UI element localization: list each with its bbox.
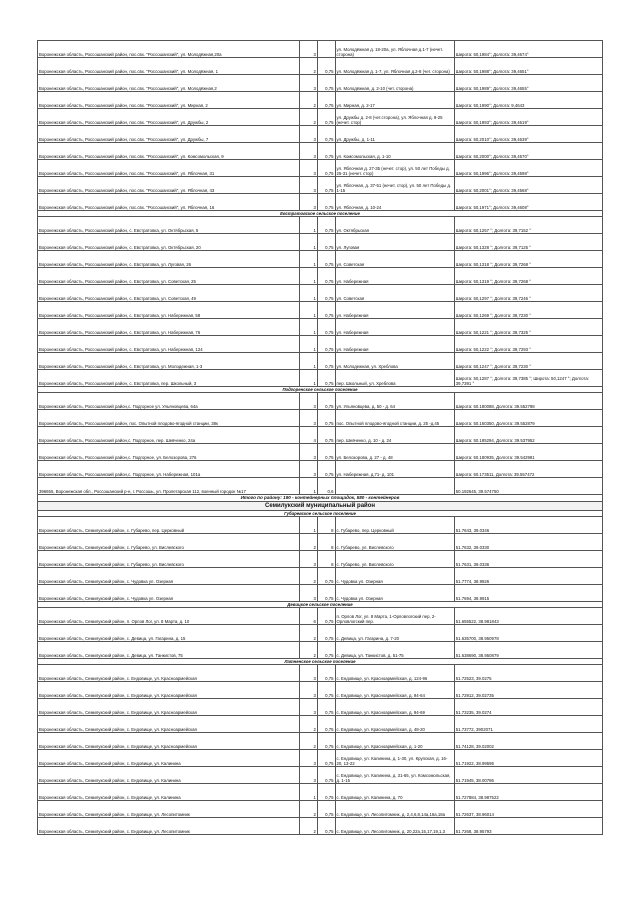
coordinates-cell: 51.7632, 39.0330 [454, 533, 602, 550]
table-row [38, 58, 603, 75]
service-area-cell: с. Ендовище, ул. Калинина, д. 31-65, ул. Комсомольская, д. 1-15 [335, 767, 454, 784]
address-cell: Воронежская область, Семилукский район, с. Губарево, пер. Церковный [38, 516, 300, 533]
coordinates-cell: Широта: 50,1297 °; Долгота: 39,7246 ° [454, 285, 602, 302]
address-cell: Воронежская область, Россошанский район, с. Евстратовка, ул. Советская, 25 [38, 268, 300, 285]
service-area-cell: с. Ендовище, ул. Лесопитомник, д. 2,4,6,8,14а,16а,18а [335, 801, 454, 818]
service-area-cell: с. Ендовище, ул. Лесопитомник, д. 20,22а,15,17,19,1,3 [335, 818, 454, 835]
container-count-cell: 3 [300, 41, 318, 58]
volume-cell: 0,75 [317, 784, 335, 801]
table-row [38, 665, 603, 682]
service-area-cell: с. Ендовище, ул. Красноармейская, д. 48-20 [335, 716, 454, 733]
address-cell: Воронежская область, Россошанский район, с. Евстратовка, ул. Октябрьская, 5 [38, 217, 300, 234]
service-area-cell: ул. Дружбы, д. 1-11 [335, 126, 454, 143]
table-row [38, 336, 603, 353]
address-cell: Воронежская область, Семилукский район, с. Ендовище, ул. Лесопитомник [38, 801, 300, 818]
table-row [38, 160, 603, 177]
container-count-cell: 1 [300, 319, 318, 336]
container-count-cell: 4 [300, 427, 318, 444]
address-cell: Воронежская область, Семилукский район, с. Губарево, ул. Вислевского [38, 550, 300, 567]
volume-cell: 0,75 [317, 75, 335, 92]
coordinates-cell: Широта: 50,1269 °; Долгота: 39,7230 ° [454, 302, 602, 319]
address-cell: Воронежская область, Семилукский район, с. Ендовище, ул. Калинина [38, 784, 300, 801]
service-area-cell: с. Ендовище, ул. Красноармейская, д. 1-20 [335, 733, 454, 750]
service-area-cell: с. Ендовище, ул. Красноармейская, д. 124-96 [335, 665, 454, 682]
service-area-cell: с. Чудовка ул. Озерная [335, 584, 454, 601]
container-count-cell: 3 [300, 767, 318, 784]
address-cell: Воронежская область, Россошанский район, с. Евстратовка, ул. Набережная, 124 [38, 336, 300, 353]
coordinates-cell: 51.72912, 39.02735 [454, 682, 602, 699]
district-total-row-text: Итого по району: 190 - контейнерных площадок, 580 - контейнеров [38, 495, 603, 501]
coordinates-cell: Широта: 50.173511, Долгота: 39.557472 [454, 461, 602, 478]
service-area-cell: ул. Молодежная, ул. Хреблова [335, 353, 454, 370]
coordinates-cell: 51.7774, 38.9926 [454, 567, 602, 584]
volume-cell: 0,75 [317, 143, 335, 160]
container-count-cell: 2 [300, 733, 318, 750]
container-count-cell: 2 [300, 818, 318, 835]
coordinates-cell: Широта: 50.180935, Долгота: 39.542981 [454, 444, 602, 461]
coordinates-cell: 51.7268, 38.95793 [454, 818, 602, 835]
address-cell: Воронежская область, Семилукский район, с. Ендовище, ул. Калинина [38, 750, 300, 767]
table-row [38, 784, 603, 801]
coordinates-cell: Широта: 50,1222 °; Долгота: 39,7293 ° [454, 336, 602, 353]
address-cell: Воронежская область, Россошанский район, пос.свх. "Россошанский", ул. Молодёжная,2 [38, 75, 300, 92]
table-row [38, 461, 603, 478]
volume-cell [317, 41, 335, 58]
volume-cell: 0,75 [317, 801, 335, 818]
volume-cell: 0,75 [317, 642, 335, 659]
coordinates-cell: Широта: 50,1287 °; Долгота: 39,7385 °; Широта: 50,1247 °; Долгота: 39,7391 ° [454, 370, 602, 387]
service-area-cell: с. Губарево, ул. Вислевского [335, 533, 454, 550]
coordinates-cell: Широта: 50.180088, Долгота: 39.552798 [454, 393, 602, 410]
container-count-cell: 2 [300, 625, 318, 642]
table-row [38, 478, 603, 495]
coordinates-cell: 51.74128, 39.02002 [454, 733, 602, 750]
service-area-cell: с. Ендовище, ул. Калинина, д. 70 [335, 784, 454, 801]
volume-cell: 0,75 [317, 177, 335, 194]
address-cell: Воронежская область, Россошанский район, пос.свх. "Россошанский", ул. Молодёжная, 1 [38, 58, 300, 75]
container-count-cell: 3 [300, 393, 318, 410]
table-row [38, 801, 603, 818]
address-cell: Воронежская область, Россошанский район, пос.свх. "Россошанский", ул. Комсомольская, 9 [38, 143, 300, 160]
table-row [38, 608, 603, 625]
service-area-cell: ул. Мирная, д. 2-17 [335, 92, 454, 109]
coordinates-cell: 51.655522, 38.981843 [454, 608, 602, 625]
address-cell: Воронежская область, Россошанский район, пос.свх. "Россошанский", ул. Яблочная, 16 [38, 194, 300, 211]
spreadsheet-page [37, 40, 603, 835]
volume-cell: 0,75 [317, 682, 335, 699]
table-row [38, 353, 603, 370]
service-area-cell: с. Ендовище, ул. Красноармейская, д. 94-69 [335, 699, 454, 716]
container-count-cell: 3 [300, 550, 318, 567]
address-cell: Воронежская область, Россошанский район, пос.свх. "Россошанский", ул. Яблочная, 31 [38, 160, 300, 177]
coordinates-cell: Широта: 50,1318 °; Долгота: 39,7268 ° [454, 251, 602, 268]
container-count-cell: 3 [300, 126, 318, 143]
service-area-cell: ул. Белозорова, д. 27 - д. 48 [335, 444, 454, 461]
service-area-cell: с. Чудовка ул. Озерная [335, 567, 454, 584]
container-count-cell: 1 [300, 353, 318, 370]
table-row [38, 427, 603, 444]
service-area-cell: с. Губарево, ул. Вислевского [335, 550, 454, 567]
table-body [38, 41, 603, 835]
coordinates-cell: Широта: 50,1989°; Долгота: 39,4655° [454, 75, 602, 92]
address-cell: Воронежская область, Семилукский район, с. Ендовище, ул. Калинина [38, 767, 300, 784]
container-count-cell: 3 [300, 75, 318, 92]
service-area-cell: ул. Советская [335, 251, 454, 268]
settlement-heading-text: Девицкое сельское поселение [38, 601, 603, 607]
container-count-cell: 3 [300, 682, 318, 699]
container-count-cell: 2 [300, 92, 318, 109]
coordinates-cell: 51.73772, 3902071 [454, 716, 602, 733]
table-row [38, 268, 603, 285]
coordinates-cell: 51.71945, 38.00786 [454, 767, 602, 784]
table-row [38, 699, 603, 716]
service-area-cell: с. Девица, ул. Танкистов, д. 51-75 [335, 642, 454, 659]
table-row [38, 143, 603, 160]
volume-cell: 0,75 [317, 302, 335, 319]
container-count-cell: 2 [300, 642, 318, 659]
coordinates-cell: Широта: 50,1984°; Долгота: 39,4674° [454, 41, 602, 58]
address-cell: Воронежская область, Россошанский район, с. Евстратовка, ул. Набережная, 76 [38, 319, 300, 336]
address-cell: Воронежская область, Семилукский район, п. Орлов Лог, ул. 8 Марта, д. 10 [38, 608, 300, 625]
container-count-cell: 1 [300, 516, 318, 533]
address-cell: Воронежская область, Россошанский район,с. Подгорное, пер. Шевченко, 24а [38, 427, 300, 444]
coordinates-cell: Широта: 50,2000°; Долгота: 39,4570° [454, 143, 602, 160]
container-count-cell: 3 [300, 665, 318, 682]
service-area-cell: ул. Луговая [335, 234, 454, 251]
container-count-cell: 2 [300, 567, 318, 584]
service-area-cell: ул. Молодёжная, д. 2-10 (чет. сторона) [335, 75, 454, 92]
address-cell: Воронежская область, Семилукский район, с. Чудовка ул. Озерная [38, 584, 300, 601]
service-area-cell: с. Губарево, пер. Церковный [335, 516, 454, 533]
table-row [38, 302, 603, 319]
container-count-cell: 6 [300, 608, 318, 625]
address-cell: Воронежская область, Семилукский район, с. Девица, ул. Танкистов, 75 [38, 642, 300, 659]
coordinates-cell: Широта: 50,1221 °; Долгота: 39,7325 ° [454, 319, 602, 336]
coordinates-cell: 51.635700, 38.950978 [454, 625, 602, 642]
table-row [38, 109, 603, 126]
volume-cell: 0,75 [317, 126, 335, 143]
address-cell: Воронежская область, Россошанский район,с. Подгорное ул. Ульяновцева, 64а [38, 393, 300, 410]
volume-cell: 0,75 [317, 194, 335, 211]
address-cell: Воронежская область, Россошанский район, пос.свх. "Россошанский", ул. Яблочная, 43 [38, 177, 300, 194]
table-row [38, 733, 603, 750]
service-area-cell: ул. Набережная [335, 302, 454, 319]
volume-cell: 0,75 [317, 608, 335, 625]
address-cell: Воронежская область, Россошанский район, с. Евстратовка, ул. Советская, 49 [38, 285, 300, 302]
volume-cell: 0,75 [317, 818, 335, 835]
table-row [38, 642, 603, 659]
container-count-cell: 2 [300, 109, 318, 126]
table-row [38, 177, 603, 194]
table-row [38, 818, 603, 835]
volume-cell: 8 [317, 550, 335, 567]
address-cell: Воронежская область, Семилукский район, с. Ендовище, ул. Красноармейская [38, 699, 300, 716]
volume-cell: 0,75 [317, 160, 335, 177]
settlement-heading-text: Губаревское сельское поселение [38, 510, 603, 516]
coordinates-cell: Широта: 50,1328 °; Долгота: 39,7125 ° [454, 234, 602, 251]
service-area-cell: ул. Набережная, д.71- д. 101 [335, 461, 454, 478]
container-count-cell: 3 [300, 410, 318, 427]
coordinates-cell: Широта: 50,1996°; Долгота: 39,4598° [454, 160, 602, 177]
table-row [38, 682, 603, 699]
coordinates-cell: 50.192645, 39.574750 [454, 478, 602, 495]
address-cell: Воронежская область, Россошанский район, с. Евстратовка, ул. Луговая, 26 [38, 251, 300, 268]
container-count-cell: 3 [300, 750, 318, 767]
volume-cell: 0,75 [317, 58, 335, 75]
volume-cell: 0,75 [317, 268, 335, 285]
container-count-cell: 2 [300, 801, 318, 818]
service-area-cell: ул. Комсомольская, д. 1-10 [335, 143, 454, 160]
coordinates-cell: 51.7643, 39.0346 [454, 516, 602, 533]
coordinates-cell: Широта: 50,1993°; Долгота: 39,4619° [454, 109, 602, 126]
service-area-cell: пос. Опытной плодово-ягодной станции, д. 25 -д.45 [335, 410, 454, 427]
volume-cell: 0,75 [317, 625, 335, 642]
service-area-cell: с. Ендовище, ул. Калинина, д. 1-30, ул. Крупская, д. 16-20, 13-22 [335, 750, 454, 767]
table-row [38, 516, 603, 533]
address-cell: Воронежская область, Семилукский район, с. Ендовище, ул. Красноармейская [38, 682, 300, 699]
coordinates-cell: 51.72523, 39.0275 [454, 665, 602, 682]
container-count-cell: 3 [300, 461, 318, 478]
table-row [38, 41, 603, 58]
container-count-cell: 1 [300, 478, 318, 495]
container-count-cell: 1 [300, 268, 318, 285]
service-area-cell: ул. Молодёжная д. 18-20а, ул. Яблочная д.1-7 (нечет. сторона) [335, 41, 454, 58]
service-area-cell: ул. Набережная [335, 268, 454, 285]
container-count-cell: 1 [300, 370, 318, 387]
container-count-cell: 2 [300, 58, 318, 75]
address-cell: Воронежская область, Семилукский район, с. Ендовище, ул. Красноармейская [38, 665, 300, 682]
table-row [38, 370, 603, 387]
volume-cell: 0,75 [317, 699, 335, 716]
coordinates-cell: 51.72637, 38.96014 [454, 801, 602, 818]
volume-cell: 0,75 [317, 109, 335, 126]
table-row [38, 251, 603, 268]
address-cell: Воронежская область, Семилукский район, с. Ендовище, ул. Лесопитомник [38, 818, 300, 835]
container-count-cell: 3 [300, 194, 318, 211]
service-area-cell: ул. Молодёжная д. 1-7, ул. Яблочная д.2-8 (чет. сторона) [335, 58, 454, 75]
volume-cell: 0,75 [317, 393, 335, 410]
volume-cell: 0,75 [317, 319, 335, 336]
address-cell: Воронежская область, Россошанский район, пос. Опытной плодово-ягодной станции, 38к [38, 410, 300, 427]
service-area-cell [335, 478, 454, 495]
address-cell: Воронежская область, Семилукский район, с. Чудовка ул. Озерная [38, 567, 300, 584]
volume-cell: 0,75 [317, 444, 335, 461]
table-row [38, 410, 603, 427]
coordinates-cell: Широта: 50.160350, Долгота: 39.552879 [454, 410, 602, 427]
table-row [38, 75, 603, 92]
address-cell: Воронежская область, Россошанский район, пос.свх. "Россошанский", ул. Дружбы, 7 [38, 126, 300, 143]
coordinates-cell: 51.71922, 38.99595 [454, 750, 602, 767]
address-cell: Воронежская область, Россошанский район,с. Подгорное, ул. Набережная, 101а [38, 461, 300, 478]
volume-cell: 8 [317, 533, 335, 550]
address-cell: Воронежская область, Семилукский район, с. Ендовище, ул. Красноармейская [38, 733, 300, 750]
container-count-cell: 2 [300, 716, 318, 733]
volume-cell: 0,75 [317, 336, 335, 353]
district-heading [38, 501, 603, 510]
coordinates-cell: Широта: 50,1257 °; Долгота: 39,7152 ° [454, 217, 602, 234]
container-count-cell: 3 [300, 444, 318, 461]
container-count-cell: 1 [300, 302, 318, 319]
settlement-heading-text: Подгоренское сельское поселение [38, 387, 603, 393]
container-sites-table [37, 40, 603, 835]
volume-cell: 0,75 [317, 733, 335, 750]
service-area-cell: ул. Набережная [335, 336, 454, 353]
volume-cell: 0,75 [317, 461, 335, 478]
volume-cell: 0,75 [317, 665, 335, 682]
service-area-cell: ул. Дружбы д. 2-8 (чет.сторона), ул. Яблочная д. 9-25 (нечет. стор) [335, 109, 454, 126]
volume-cell: 0,75 [317, 234, 335, 251]
coordinates-cell: Широта: 50,2001°; Долгота: 39,4568° [454, 177, 602, 194]
service-area-cell: с. Девица, ул. Гагарина, д. 7-20 [335, 625, 454, 642]
volume-cell: 0,75 [317, 584, 335, 601]
table-row [38, 716, 603, 733]
volume-cell: 8 [317, 516, 335, 533]
address-cell: Воронежская область, Россошанский район,с. Подгорное, ул. Белозорова, 27в [38, 444, 300, 461]
address-cell: Воронежская область, Россошанский район, пос.свх. "Россошанский", ул. Мирная, 2 [38, 92, 300, 109]
container-count-cell: 3 [300, 177, 318, 194]
coordinates-cell: 51.7631, 39.0336 [454, 550, 602, 567]
service-area-cell: с. Ендовище, ул. Красноармейская, д. 94-64 [335, 682, 454, 699]
volume-cell: 0,75 [317, 716, 335, 733]
container-count-cell: 3 [300, 160, 318, 177]
address-cell: Воронежская область, Россошанский район, с. Евстратовка, ул. Молодежная, 1-3 [38, 353, 300, 370]
container-count-cell: 2 [300, 533, 318, 550]
container-count-cell: 3 [300, 584, 318, 601]
container-count-cell: 1 [300, 285, 318, 302]
table-row [38, 126, 603, 143]
service-area-cell: пер. Шевченко, д. 10 - д. 24 [335, 427, 454, 444]
service-area-cell: ул. Набережная [335, 319, 454, 336]
service-area-cell: ул. Советская [335, 285, 454, 302]
table-row [38, 285, 603, 302]
table-row [38, 567, 603, 584]
volume-cell: 0,75 [317, 217, 335, 234]
coordinates-cell: Широта: 50,1988°; Долгота: 39,4651° [454, 58, 602, 75]
coordinates-cell: Широта: 50,1990°; Долгота: 9,4643 [454, 92, 602, 109]
address-cell: Воронежская область, Семилукский район, с. Девица, ул. Гагарина, д. 15 [38, 625, 300, 642]
coordinates-cell: Широта: 50,1247 °; Долгота: 39,7230 ° [454, 353, 602, 370]
address-cell: Воронежская область, Россошанский район, пос.свх. "Россошанский", ул. Дружбы, 2 [38, 109, 300, 126]
coordinates-cell: Широта: 50,1319 °; Долгота: 39,7268 ° [454, 268, 602, 285]
address-cell: Воронежская область, Россошанский район, пос.свх. "Россошанский", ул. Молодёжная,20а [38, 41, 300, 58]
container-count-cell: 3 [300, 699, 318, 716]
table-row [38, 444, 603, 461]
table-row [38, 584, 603, 601]
container-count-cell: 1 [300, 784, 318, 801]
coordinates-cell: 51.638690, 38.950879 [454, 642, 602, 659]
coordinates-cell: 51.73235, 39.0274 [454, 699, 602, 716]
container-count-cell: 1 [300, 336, 318, 353]
address-cell: Воронежская область, Семилукский район, с. Губарево, ул. Вислевского [38, 533, 300, 550]
volume-cell: 0,75 [317, 92, 335, 109]
table-row [38, 92, 603, 109]
settlement-heading-text: Латненское сельское поселение [38, 659, 603, 665]
service-area-cell: ул. Яблочная, д. 10-24 [335, 194, 454, 211]
table-row [38, 767, 603, 784]
address-cell: 396655, Воронежская обл., Россошанский р-н, г. Россошь, ул. Пролетарская 112, военный городок №17 [38, 478, 300, 495]
table-row [38, 393, 603, 410]
service-area-cell: п. Орлов Лог, ул. 8 Марта, 1-Орловлогский пер, 2-Орловлогский пер. [335, 608, 454, 625]
volume-cell: 0,75 [317, 767, 335, 784]
table-row [38, 194, 603, 211]
coordinates-cell: Широта: 50,1971°; Долгота: 39,4608° [454, 194, 602, 211]
container-count-cell: 1 [300, 234, 318, 251]
volume-cell: 0,75 [317, 567, 335, 584]
volume-cell: 0,75 [317, 427, 335, 444]
coordinates-cell: 51.7694, 38.9915 [454, 584, 602, 601]
volume-cell: 0,75 [317, 410, 335, 427]
service-area-cell: ул. Октябрьская [335, 217, 454, 234]
container-count-cell: 3 [300, 143, 318, 160]
volume-cell: 0,75 [317, 353, 335, 370]
volume-cell: 0,75 [317, 285, 335, 302]
table-row [38, 750, 603, 767]
volume-cell: 0,6 [317, 478, 335, 495]
table-row [38, 319, 603, 336]
container-count-cell: 1 [300, 251, 318, 268]
address-cell: Воронежская область, Россошанский район, с. Евстратовка, ул. Октябрьская, 20 [38, 234, 300, 251]
coordinates-cell: Широта: 50,2010°; Долгота: 39,4639° [454, 126, 602, 143]
address-cell: Воронежская область, Россошанский район, с. Евстратовка, пер. Школьный, 3 [38, 370, 300, 387]
volume-cell: 0,75 [317, 251, 335, 268]
table-row [38, 217, 603, 234]
table-row [38, 625, 603, 642]
district-heading-text: Семилукский муниципальный район [38, 501, 603, 510]
coordinates-cell: Широта: 50.185294, Долгота: 39.537952 [454, 427, 602, 444]
volume-cell: 0,75 [317, 370, 335, 387]
settlement-heading-text: Евстратовское сельское поселение [38, 211, 603, 217]
address-cell: Воронежская область, Семилукский район, с. Ендовище, ул. Красноармейская [38, 716, 300, 733]
table-row [38, 533, 603, 550]
volume-cell: 0,75 [317, 750, 335, 767]
service-area-cell: ул. Яблочная д. 27-35 (нечет. стор), ул. 50 лет Победы д. 25-31 (нечет. стор) [335, 160, 454, 177]
service-area-cell: пер. Школьный, ул. Хреблова [335, 370, 454, 387]
address-cell: Воронежская область, Россошанский район, с. Евстратовка, ул. Набережная, 58 [38, 302, 300, 319]
service-area-cell: ул. Ульяновцева, д. 50 - д. 64 [335, 393, 454, 410]
table-row [38, 550, 603, 567]
service-area-cell: ул. Яблочная, д. 37-51 (нечет. стор), ул. 50 лет Победы д. 1-15 [335, 177, 454, 194]
coordinates-cell: 51.727884, 38.987522 [454, 784, 602, 801]
container-count-cell: 1 [300, 217, 318, 234]
table-row [38, 234, 603, 251]
